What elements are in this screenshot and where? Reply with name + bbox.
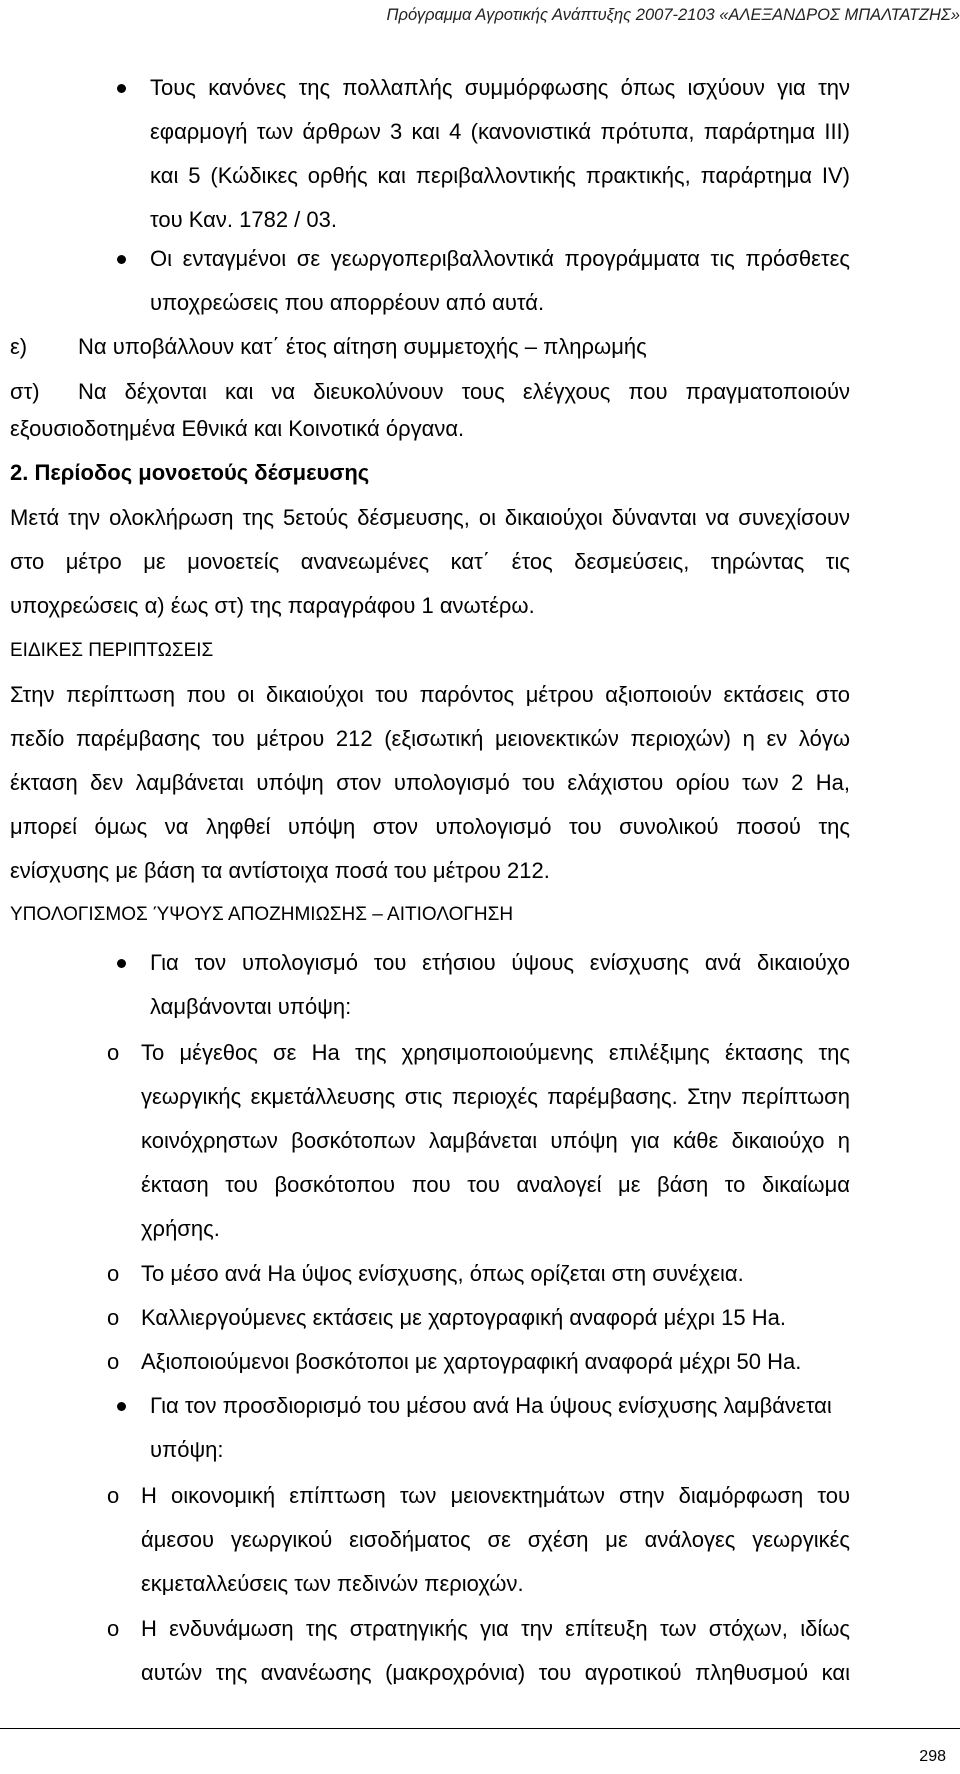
sub-bullet-marker: o: [107, 1616, 120, 1641]
text-line: εξουσιοδοτημένα Εθνικά και Κοινοτικά όργανα.: [10, 416, 465, 441]
text-line: Καλλιεργούμενες εκτάσεις με χαρτογραφική αναφορά μέχρι 15 Ha.: [141, 1305, 786, 1330]
text-line: Για τον υπολογισμό του ετήσιου ύψους ενίσχυσης ανά δικαιούχο: [150, 950, 850, 975]
text-line: κοινόχρηστων βοσκότοπων λαμβάνεται υπόψη για κάθε δικαιούχο η: [141, 1128, 850, 1153]
text-line: Μετά την ολοκλήρωση της 5ετούς δέσμευσης, οι δικαιούχοι δύνανται να συνεχίσουν: [10, 505, 850, 530]
bullet-dot: [117, 84, 126, 93]
text-line: Για τον προσδιορισμό του μέσου ανά Ha ύψους ενίσχυσης λαμβάνεται: [150, 1393, 832, 1418]
sub-bullet-marker: o: [107, 1305, 120, 1330]
text-line: αυτών της ανανέωσης (μακροχρόνια) του αγροτικού πληθυσμού και: [141, 1660, 850, 1685]
text-line: λαμβάνονται υπόψη:: [150, 994, 352, 1019]
sub-bullet-marker: o: [107, 1483, 120, 1508]
section-heading: 2. Περίοδος μονοετούς δέσμευσης: [10, 460, 370, 485]
page-number: 298: [919, 1748, 946, 1765]
text-line: γεωργικής εκμετάλλευσης στις περιοχές παρέμβασης. Στην περίπτωση: [141, 1084, 850, 1109]
list-marker: στ): [10, 379, 40, 404]
text-line: έκταση δεν λαμβάνεται υπόψη στον υπολογισμό του ελάχιστου ορίου των 2 Ha,: [10, 770, 850, 795]
text-line: Τους κανόνες της πολλαπλής συμμόρφωσης όπως ισχύουν για την: [150, 75, 850, 100]
text-line: χρήσης.: [141, 1216, 220, 1241]
section-heading: ΥΠΟΛΟΓΙΣΜΟΣ ΎΨΟΥΣ ΑΠΟΖΗΜΙΩΣΗΣ – ΑΙΤΙΟΛΟΓΗΣΗ: [10, 904, 514, 925]
section-heading: ΕΙΔΙΚΕΣ ΠΕΡΙΠΤΩΣΕΙΣ: [10, 640, 214, 661]
sub-bullet-marker: o: [107, 1349, 120, 1374]
text-line: Η οικονομική επίπτωση των μειονεκτημάτων στην διαμόρφωση του: [141, 1483, 850, 1508]
text-line: Στην περίπτωση που οι δικαιούχοι του παρόντος μέτρου αξιοποιούν εκτάσεις στο: [10, 682, 850, 707]
text-line: Οι ενταγμένοι σε γεωργοπεριβαλλοντικά προγράμματα τις πρόσθετες: [150, 246, 850, 271]
text-line: άμεσου γεωργικού εισοδήματος σε σχέση με ανάλογες γεωργικές: [141, 1527, 850, 1552]
text-line: πεδίο παρέμβασης του μέτρου 212 (εξισωτική μειονεκτικών περιοχών) η εν λόγω: [10, 726, 850, 751]
text-line: Η ενδυνάμωση της στρατηγικής για την επίτευξη των στόχων, ιδίως: [141, 1616, 850, 1641]
text-line: εφαρμογή των άρθρων 3 και 4 (κανονιστικά πρότυπα, παράρτημα ΙΙΙ): [150, 119, 850, 144]
sub-bullet-marker: o: [107, 1040, 120, 1065]
text-line: του Καν. 1782 / 03.: [150, 207, 337, 232]
bullet-dot: [117, 255, 126, 264]
text-line: Αξιοποιούμενοι βοσκότοποι με χαρτογραφική αναφορά μέχρι 50 Ha.: [141, 1349, 802, 1374]
text-line: Το μέσο ανά Ha ύψος ενίσχυσης, όπως ορίζεται στη συνέχεια.: [141, 1261, 744, 1286]
text-line: υποχρεώσεις που απορρέουν από αυτά.: [150, 290, 545, 315]
bullet-dot: [117, 1402, 126, 1411]
running-header: Πρόγραμμα Αγροτικής Ανάπτυξης 2007-2103 «ΑΛΕΞΑΝΔΡΟΣ ΜΠΑΛΤΑΤΖΗΣ»: [386, 6, 960, 24]
text-line: υποχρεώσεις α) έως στ) της παραγράφου 1 ανωτέρω.: [10, 593, 535, 618]
footer-divider: [0, 1728, 960, 1729]
bullet-dot: [117, 959, 126, 968]
text-line: και 5 (Κώδικες ορθής και περιβαλλοντικής πρακτικής, παράρτημα IV): [150, 163, 850, 188]
text-line: έκταση του βοσκότοπου που του αναλογεί με βάση το δικαίωμα: [141, 1172, 850, 1197]
text-line: Να υποβάλλουν κατ΄ έτος αίτηση συμμετοχής – πληρωμής: [78, 334, 647, 359]
text-line: Να δέχονται και να διευκολύνουν τους ελέγχους που πραγματοποιούν: [78, 379, 850, 404]
text-line: υπόψη:: [150, 1437, 224, 1462]
text-line: Το μέγεθος σε Ha της χρησιμοποιούμενης επιλέξιμης έκτασης της: [141, 1040, 850, 1065]
text-line: μπορεί όμως να ληφθεί υπόψη στον υπολογισμό του συνολικού ποσού της: [10, 814, 850, 839]
text-line: στο μέτρο με μονοετείς ανανεωμένες κατ΄ έτος δεσμεύσεις, τηρώντας τις: [10, 549, 850, 574]
list-marker: ε): [10, 334, 28, 359]
text-line: εκμεταλλεύσεις των πεδινών περιοχών.: [141, 1571, 524, 1596]
sub-bullet-marker: o: [107, 1261, 120, 1286]
text-line: ενίσχυσης με βάση τα αντίστοιχα ποσά του μέτρου 212.: [10, 858, 550, 883]
